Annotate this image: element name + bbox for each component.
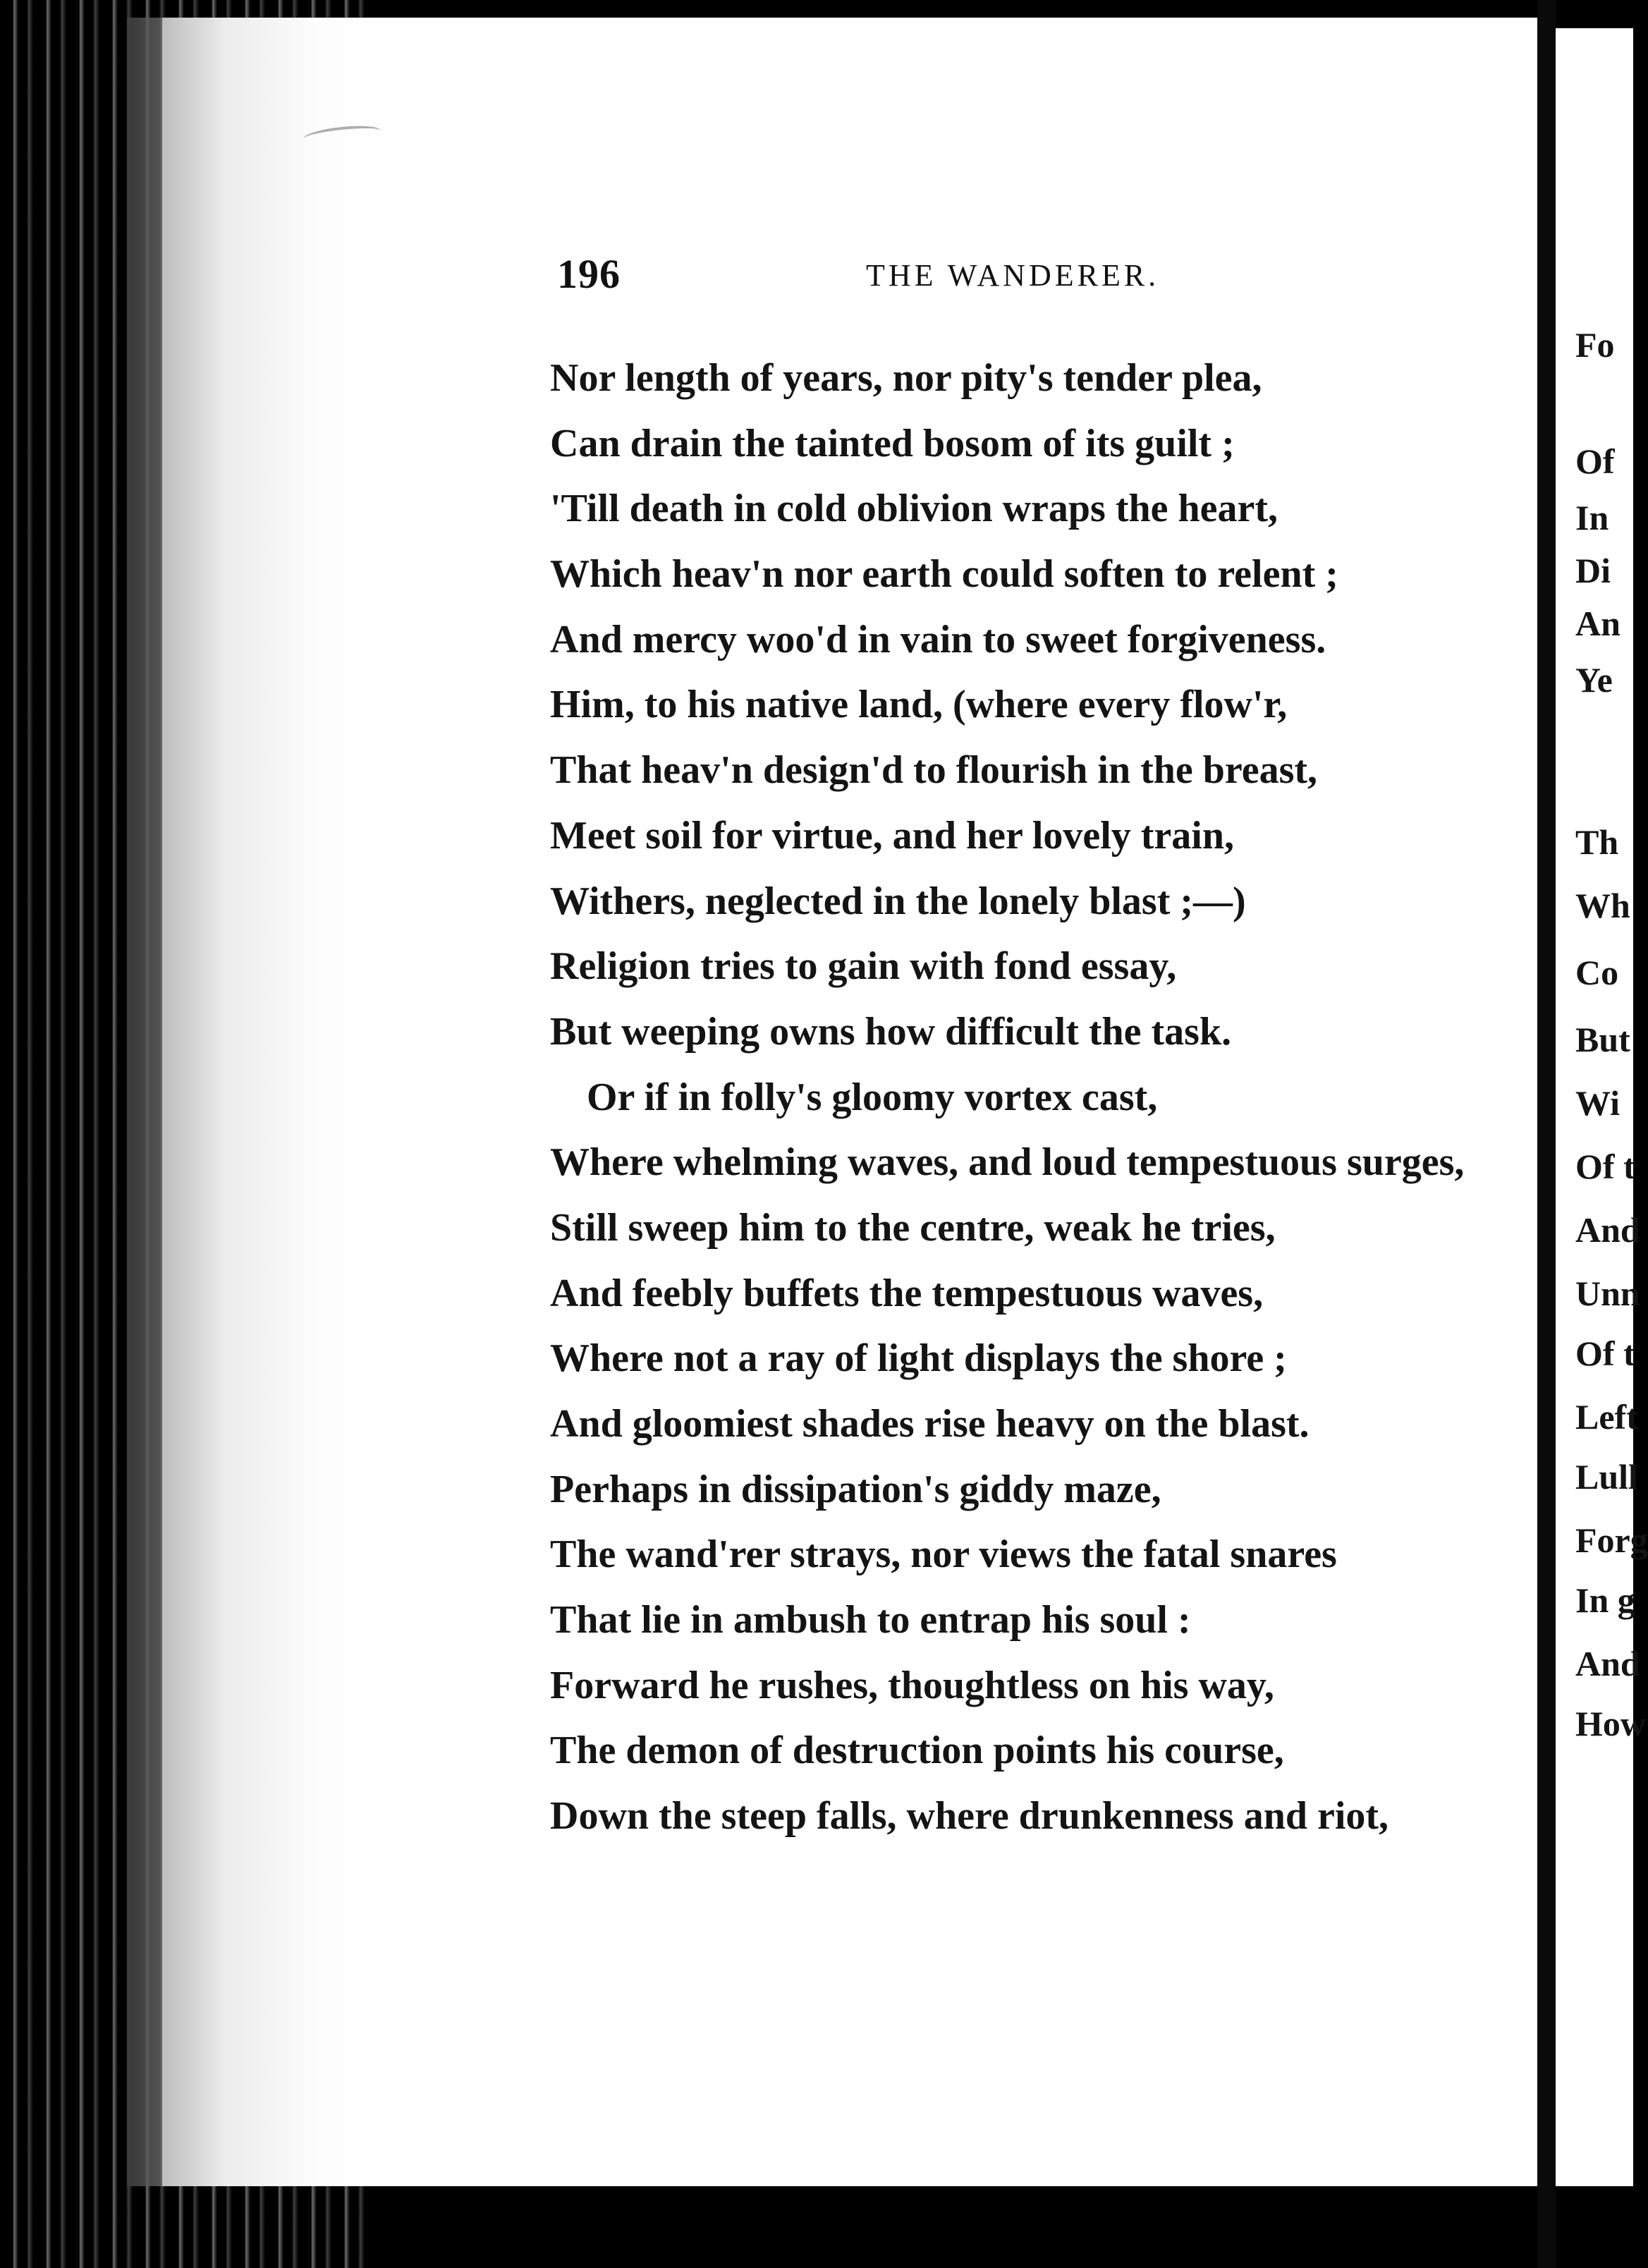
- facing-line-fragment: Fo: [1575, 325, 1615, 365]
- poem-line: Still sweep him to the centre, weak he tries,: [550, 1205, 1276, 1250]
- poem-line: That heav'n design'd to flourish in the breast,: [550, 748, 1318, 793]
- facing-line-fragment: An: [1575, 604, 1620, 643]
- poem-line: Perhaps in dissipation's giddy maze,: [550, 1467, 1161, 1511]
- poem-line: 'Till death in cold oblivion wraps the heart,: [550, 487, 1278, 531]
- poem-line: And mercy woo'd in vain to sweet forgiveness.: [550, 617, 1326, 662]
- poem-line: That lie in ambush to entrap his soul :: [550, 1598, 1191, 1642]
- page-number: 196: [557, 251, 621, 297]
- poem-line: Where whelming waves, and loud tempestuous surges,: [550, 1140, 1465, 1185]
- poem-line: The demon of destruction points his course,: [550, 1729, 1284, 1773]
- facing-line-fragment: Of: [1575, 441, 1615, 481]
- facing-line-fragment: And: [1575, 1210, 1640, 1250]
- poem-line: Nor length of years, nor pity's tender plea,: [550, 356, 1262, 400]
- poem-line: Can drain the tainted bosom of its guilt ;: [550, 421, 1235, 465]
- facing-line-fragment: Lull: [1575, 1457, 1638, 1496]
- facing-line-fragment: In g: [1575, 1580, 1635, 1620]
- poem-line: But weeping owns how difficult the task.: [550, 1009, 1232, 1054]
- facing-line-fragment: How: [1575, 1704, 1646, 1743]
- poem-line: The wand'rer strays, nor views the fatal snares: [550, 1532, 1337, 1577]
- poem-line: Him, to his native land, (where every flow'r,: [550, 683, 1288, 727]
- poem-line: Withers, neglected in the lonely blast ;—): [550, 879, 1246, 923]
- running-head: [557, 250, 1234, 300]
- running-title: THE WANDERER.: [866, 258, 1160, 293]
- poem-line: Meet soil for virtue, and her lovely train,: [550, 813, 1234, 858]
- poem-line: And gloomiest shades rise heavy on the blast.: [550, 1402, 1310, 1446]
- facing-line-fragment: Of t: [1575, 1147, 1635, 1186]
- poem-line: Where not a ray of light displays the shore ;: [550, 1336, 1287, 1381]
- facing-line-fragment: In: [1575, 498, 1609, 537]
- facing-page-edge: [1556, 28, 1648, 2186]
- poem-line: Which heav'n nor earth could soften to relent ;: [550, 552, 1338, 597]
- poem-line: Or if in folly's gloomy vortex cast,: [587, 1075, 1158, 1119]
- facing-line-fragment: Unn: [1575, 1274, 1640, 1313]
- poem-line: And feebly buffets the tempestuous waves,: [550, 1271, 1264, 1315]
- poem-line: Down the steep falls, where drunkenness and riot,: [550, 1794, 1389, 1839]
- facing-line-fragment: Of t: [1575, 1334, 1635, 1373]
- facing-line-fragment: And: [1575, 1644, 1640, 1683]
- facing-line-fragment: Co: [1575, 953, 1619, 992]
- poem-line: Religion tries to gain with fond essay,: [550, 944, 1177, 989]
- page-gutter: [1537, 0, 1556, 2268]
- facing-line-fragment: But: [1575, 1020, 1630, 1059]
- facing-line-fragment: Left: [1575, 1397, 1638, 1437]
- facing-line-fragment: Th: [1575, 822, 1619, 862]
- facing-line-fragment: Wh: [1575, 886, 1630, 925]
- facing-line-fragment: Forg: [1575, 1520, 1648, 1560]
- facing-line-fragment: Di: [1575, 551, 1611, 590]
- facing-line-fragment: Ye: [1575, 660, 1613, 700]
- poem-text: [550, 346, 1537, 1849]
- poem-line: Forward he rushes, thoughtless on his way,: [550, 1663, 1274, 1707]
- facing-line-fragment: Wi: [1575, 1083, 1620, 1123]
